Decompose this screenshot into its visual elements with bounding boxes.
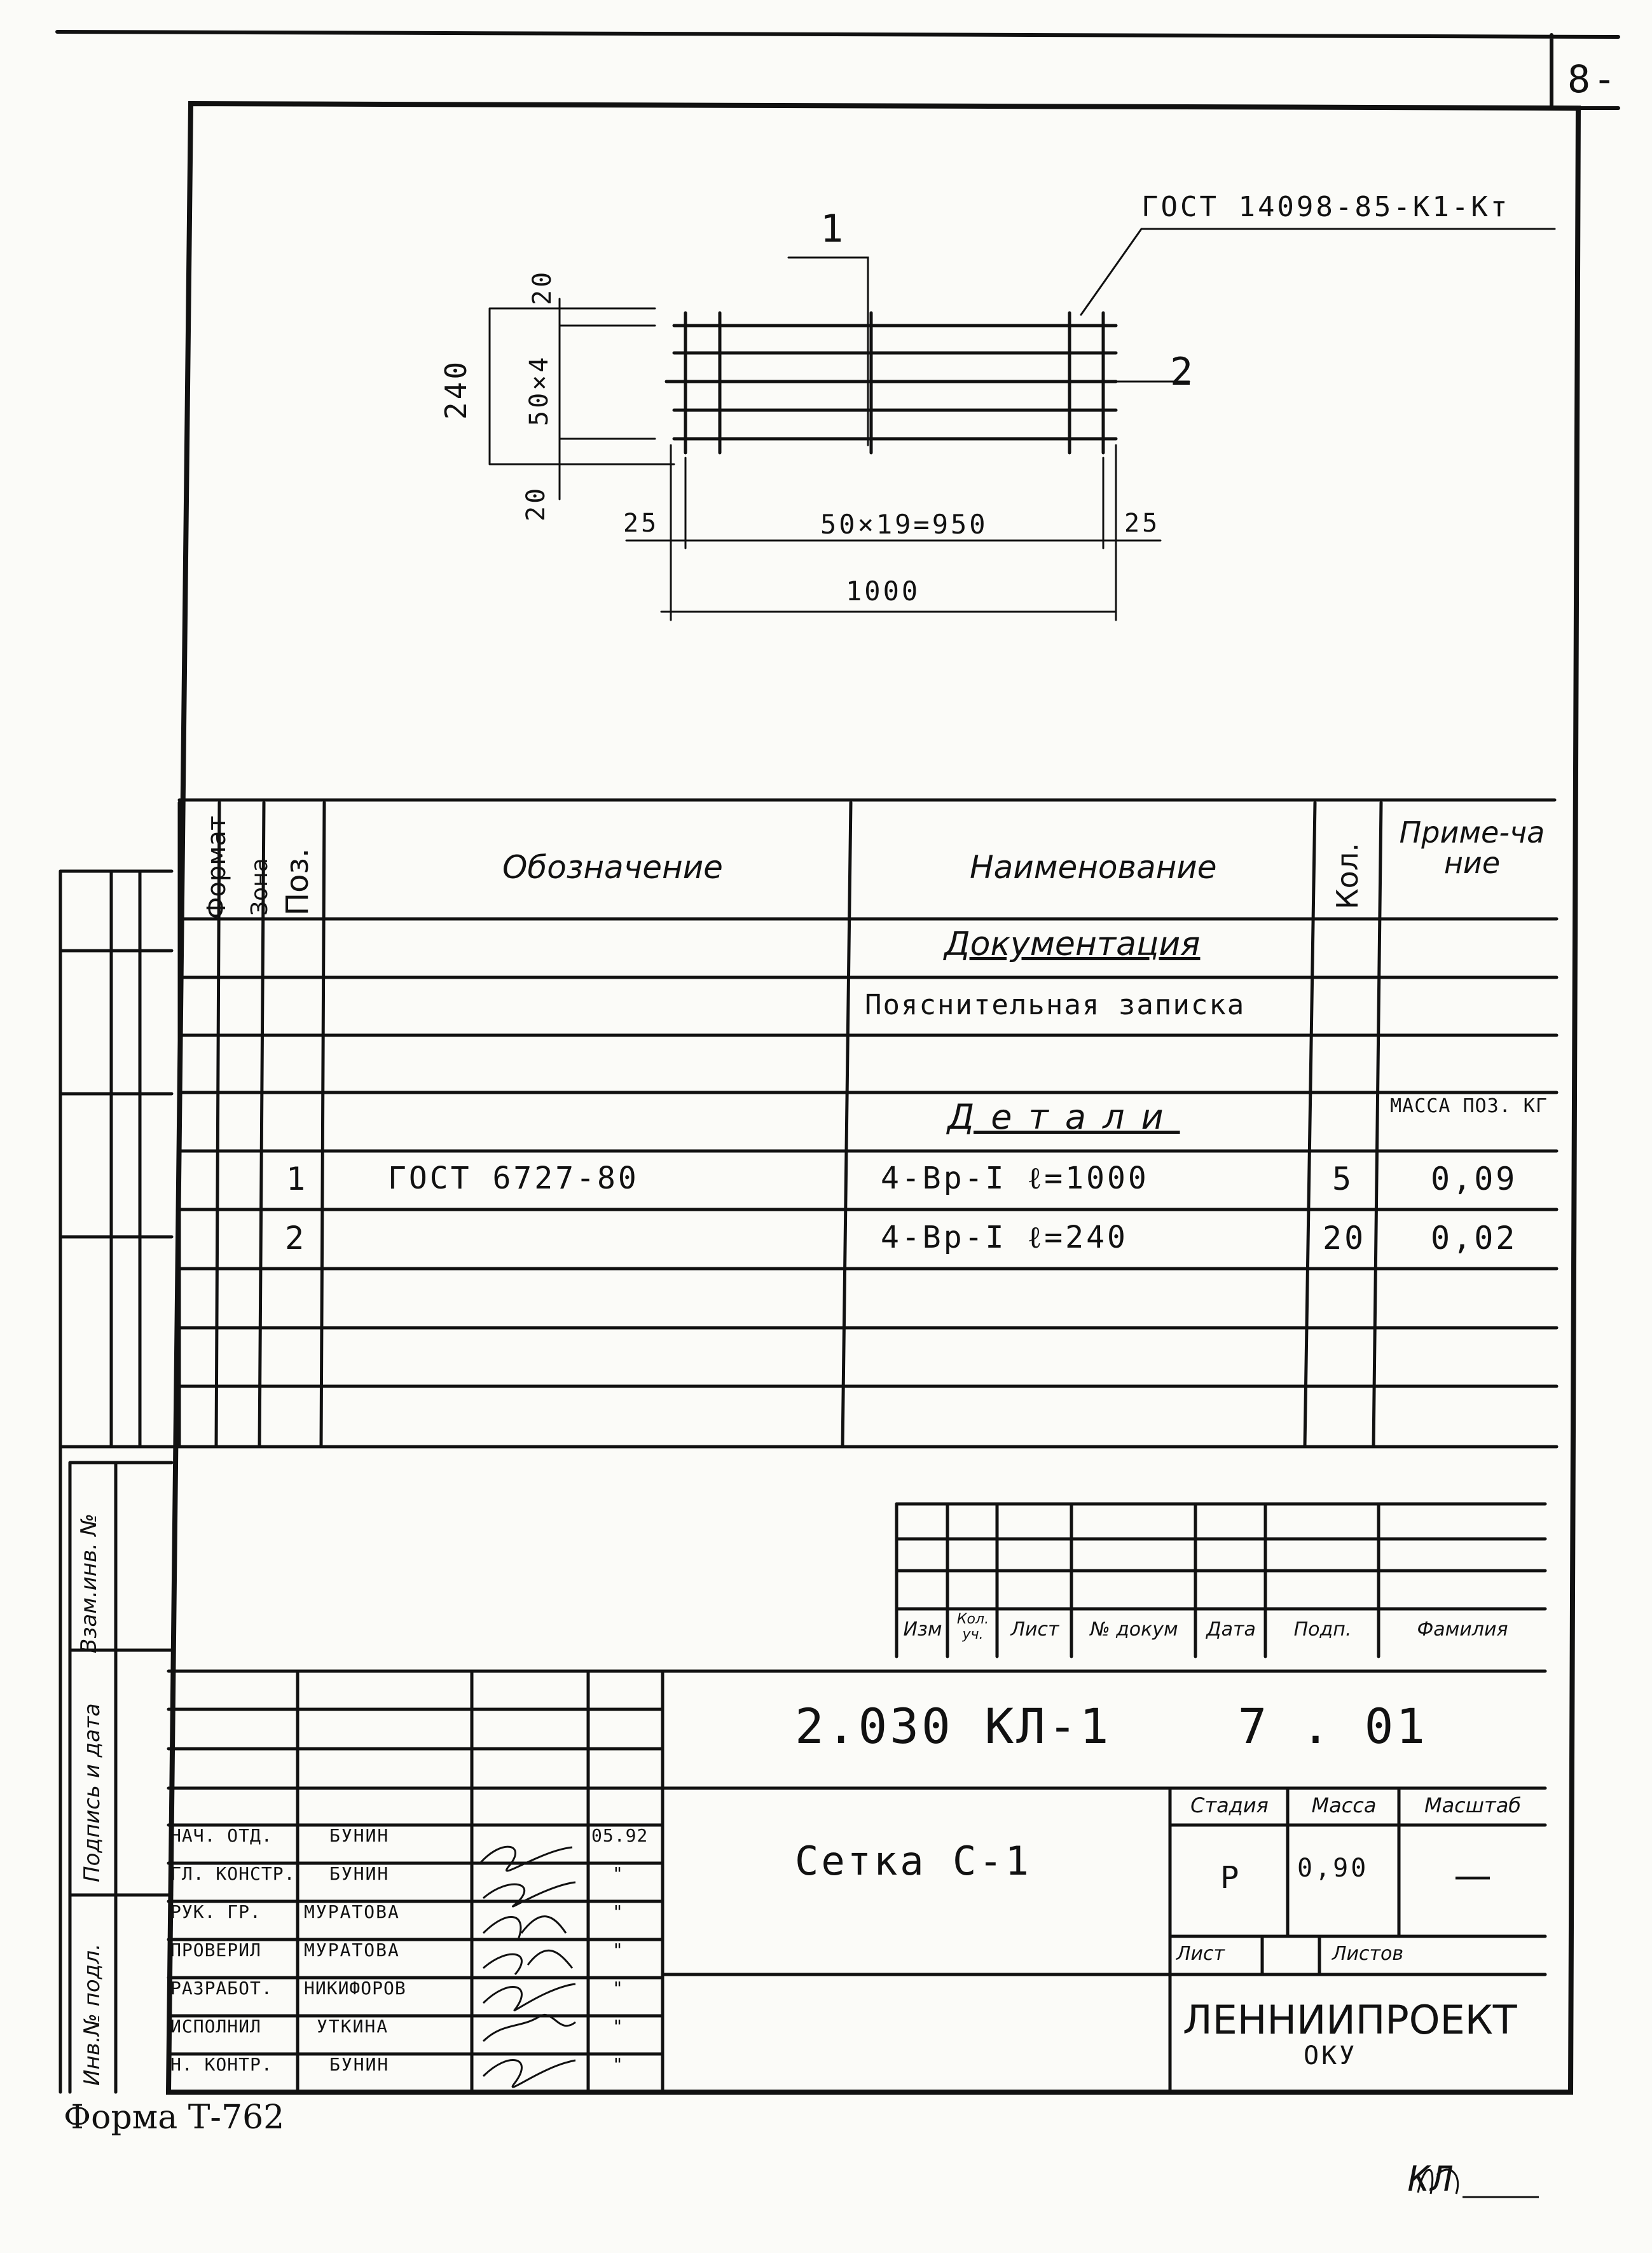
sign-role: ИСПОЛНИЛ: [170, 2016, 261, 2037]
stamp-podpis-data: Подпись и дата: [79, 1703, 105, 1882]
sign-role: РУК. ГР.: [170, 1901, 261, 1922]
sign-date: ": [612, 2016, 626, 2037]
sign-date: ": [612, 1940, 626, 1960]
stage-value: Р: [1220, 1860, 1239, 1896]
sign-name: БУНИН: [329, 2054, 390, 2075]
row2-name: 4-Вр-I ℓ=240: [881, 1220, 1128, 1255]
doc-item: Пояснительная записка: [865, 989, 1246, 1021]
row1-designation: ГОСТ 6727-80: [388, 1161, 639, 1196]
mass-value: 0,90: [1297, 1854, 1369, 1883]
sign-role: ПРОВЕРИЛ: [170, 1940, 261, 1960]
section-documentation: Документация: [944, 925, 1201, 963]
header-format: Формат: [202, 815, 231, 919]
stamp-inv-podl: Инв.№ подл.: [79, 1943, 105, 2086]
sign-name: МУРАТОВА: [304, 1940, 400, 1960]
dim-length: 1000: [846, 575, 921, 607]
row1-pos: 1: [286, 1161, 308, 1197]
col-doc-no: № докум: [1090, 1618, 1178, 1641]
scale-value: —: [1454, 1854, 1492, 1898]
header-zone: Зона: [247, 858, 273, 916]
col-sign: Подп.: [1293, 1618, 1352, 1641]
sign-date: ": [612, 1901, 626, 1922]
col-surname: Фамилия: [1417, 1618, 1508, 1641]
org-name: ЛЕННИИПРОЕКТ: [1183, 1997, 1517, 2043]
section-parts: Детали: [947, 1097, 1180, 1137]
stamp-vzam-inv: Взам.инв. №: [76, 1513, 102, 1653]
sheet-label: Лист: [1176, 1943, 1225, 1965]
sign-name: НИКИФОРОВ: [304, 1978, 406, 1999]
org-dept: ОКУ: [1304, 2041, 1358, 2070]
sign-name: УТКИНА: [317, 2016, 389, 2037]
dim-right-end: 25: [1124, 509, 1160, 538]
dim-inner: 50×4: [525, 354, 554, 426]
header-designation: Обозначение: [502, 849, 723, 886]
sign-role: Н. КОНТР.: [170, 2054, 273, 2075]
header-pos: Поз.: [280, 848, 315, 916]
row2-note: 0,02: [1431, 1220, 1518, 1257]
sign-name: МУРАТОВА: [304, 1901, 400, 1922]
form-label: Форма Т-762: [64, 2098, 285, 2137]
row1-qty: 5: [1332, 1161, 1354, 1197]
dim-left-end: 25: [623, 509, 659, 538]
gost-callout: ГОСТ 14098-85-К1-Кт: [1141, 191, 1510, 223]
sign-name: БУНИН: [329, 1863, 390, 1884]
position-1-label: 1: [820, 207, 846, 251]
col-list: Лист: [1010, 1618, 1059, 1641]
sign-role: ГЛ. КОНСТР.: [170, 1863, 296, 1884]
mass-header: МАССА ПОЗ. КГ: [1390, 1095, 1548, 1117]
sheet-number: 8-: [1567, 57, 1619, 102]
sign-date: ": [612, 2054, 626, 2075]
sheets-label: Листов: [1332, 1943, 1404, 1965]
header-qty: Кол.: [1330, 843, 1365, 909]
sign-role: НАЧ. ОТД.: [170, 1825, 273, 1846]
row1-name: 4-Вр-I ℓ=1000: [881, 1161, 1149, 1196]
header-name: Наименование: [970, 849, 1217, 886]
col-date: Дата: [1206, 1618, 1256, 1641]
mass-label: Масса: [1311, 1793, 1377, 1817]
drawing-title: Сетка С-1: [795, 1838, 1031, 1884]
position-2-label: 2: [1170, 350, 1196, 394]
sign-date: ": [612, 1863, 626, 1884]
row1-note: 0,09: [1431, 1161, 1518, 1197]
doc-code: 2.030 КЛ-1 7 . 01: [795, 1698, 1428, 1754]
sign-date: ": [612, 1978, 626, 1999]
bottom-initials: КЛ: [1408, 2159, 1456, 2199]
header-note: Приме-чание: [1399, 815, 1545, 880]
dim-height-total: 240: [439, 359, 473, 420]
col-kol-uch: Кол. уч.: [956, 1611, 989, 1643]
row2-pos: 2: [285, 1220, 307, 1257]
row2-qty: 20: [1323, 1220, 1366, 1257]
dim-bottom: 20: [521, 485, 551, 521]
sign-name: БУНИН: [329, 1825, 390, 1846]
dim-spacing: 50×19=950: [820, 509, 988, 540]
sign-date: 05.92: [591, 1825, 649, 1846]
col-izm: Изм: [903, 1618, 942, 1641]
scale-label: Масштаб: [1424, 1793, 1522, 1817]
dim-top: 20: [528, 269, 557, 305]
sign-role: РАЗРАБОТ.: [170, 1978, 273, 1999]
stage-label: Стадия: [1190, 1793, 1269, 1817]
